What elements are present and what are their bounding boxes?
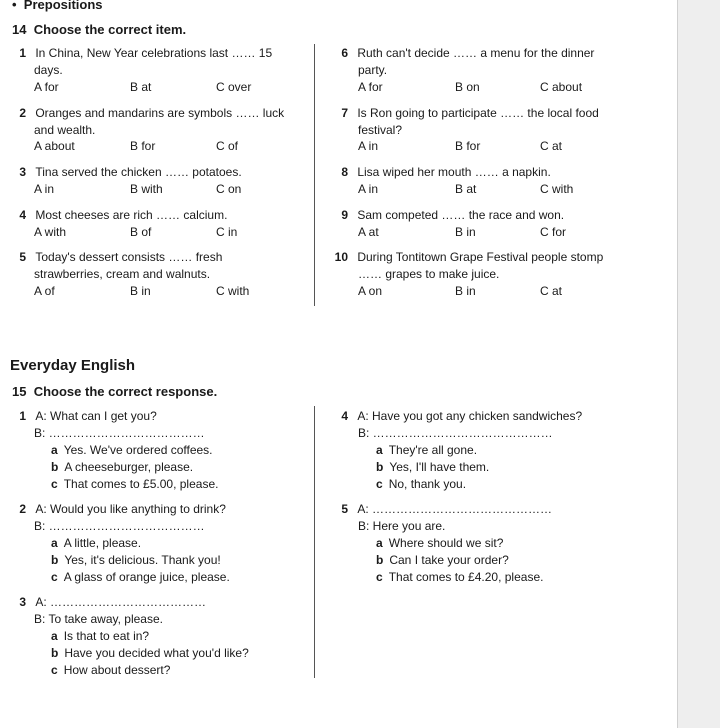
q9-option-b[interactable]: B in [455,225,476,239]
d1-option-b[interactable]: b A cheeseburger, please. [51,460,194,474]
q5-option-c[interactable]: C with [216,284,250,298]
question-3: 3 Tina served the chicken …… potatoes. [19,165,242,179]
column-divider [314,44,315,306]
q4-option-c[interactable]: C in [216,225,238,239]
question-6: 6 Ruth can't decide …… a menu for the dinner [341,46,595,60]
dialogue-3: 3 A: ………………………………… [19,595,207,609]
q6-option-a[interactable]: A for [358,80,383,94]
d4-option-a[interactable]: a They're all gone. [376,443,478,457]
question-4: 4 Most cheeses are rich …… calcium. [19,208,228,222]
dialogue-1-blank[interactable]: B: ………………………………… [34,426,205,440]
d2-option-b[interactable]: b Yes, it's delicious. Thank you! [51,553,221,567]
d3-option-b[interactable]: b Have you decided what you'd like? [51,646,249,660]
q7-option-b[interactable]: B for [455,139,481,153]
d3-option-c[interactable]: c How about dessert? [51,663,171,677]
question-5-cont: strawberries, cream and walnuts. [34,267,211,281]
q8-option-a[interactable]: A in [358,182,379,196]
q8-option-b[interactable]: B at [455,182,477,196]
d4-option-c[interactable]: c No, thank you. [376,477,467,491]
question-10: 10 During Tontitown Grape Festival people stomp [334,250,604,264]
d5-option-c[interactable]: c That comes to £4.20, please. [376,570,544,584]
q7-option-c[interactable]: C at [540,139,563,153]
bullet-icon: • [12,0,17,12]
q5-option-b[interactable]: B in [130,284,151,298]
q10-option-c[interactable]: C at [540,284,563,298]
column-divider-2 [314,406,315,678]
question-10-cont: …… grapes to make juice. [358,267,500,281]
d5-option-b[interactable]: b Can I take your order? [376,553,509,567]
q10-option-a[interactable]: A on [358,284,383,298]
section-title-everyday-english: Everyday English [10,357,136,374]
d4-option-b[interactable]: b Yes, I'll have them. [376,460,490,474]
q1-option-b[interactable]: B at [130,80,152,94]
dialogue-2: 2 A: Would you like anything to drink? [19,502,226,516]
q9-option-c[interactable]: C for [540,225,567,239]
d1-option-a[interactable]: a Yes. We've ordered coffees. [51,443,213,457]
dialogue-3-b: B: To take away, please. [34,612,163,626]
dialogue-4: 4 A: Have you got any chicken sandwiches? [341,409,583,423]
q2-option-b[interactable]: B for [130,139,156,153]
q1-option-a[interactable]: A for [34,80,59,94]
dialogue-1: 1 A: What can I get you? [19,409,157,423]
window-gutter [677,0,720,728]
question-9: 9 Sam competed …… the race and won. [341,208,565,222]
q5-option-a[interactable]: A of [34,284,55,298]
q8-option-c[interactable]: C with [540,182,574,196]
q2-option-a[interactable]: A about [34,139,75,153]
d1-option-c[interactable]: c That comes to £5.00, please. [51,477,219,491]
d3-option-a[interactable]: a Is that to eat in? [51,629,150,643]
q3-option-c[interactable]: C on [216,182,242,196]
question-5: 5 Today's dessert consists …… fresh [19,250,223,264]
q3-option-b[interactable]: B with [130,182,163,196]
question-1-cont: days. [34,63,63,77]
q3-option-a[interactable]: A in [34,182,55,196]
q4-option-a[interactable]: A with [34,225,67,239]
q6-option-c[interactable]: C about [540,80,583,94]
q1-option-c[interactable]: C over [216,80,252,94]
q6-option-b[interactable]: B on [455,80,480,94]
q7-option-a[interactable]: A in [358,139,379,153]
question-1: 1 In China, New Year celebrations last …… 15 [19,46,273,60]
q2-option-c[interactable]: C of [216,139,239,153]
question-2: 2 Oranges and mandarins are symbols …… luck [19,106,285,120]
question-7: 7 Is Ron going to participate …… the local food [341,106,599,120]
dialogue-5: 5 A: ……………………………………… [341,502,553,516]
dialogue-5-b: B: Here you are. [358,519,446,533]
q4-option-b[interactable]: B of [130,225,152,239]
question-2-cont: and wealth. [34,123,96,137]
d5-option-a[interactable]: a Where should we sit? [376,536,504,550]
section-header-prepositions: • Prepositions [12,0,103,12]
exercise-15-title: 15 Choose the correct response. [12,384,218,399]
dialogue-2-blank[interactable]: B: ………………………………… [34,519,205,533]
question-7-cont: festival? [358,123,403,137]
exercise-14-title: 14 Choose the correct item. [12,22,187,37]
question-8: 8 Lisa wiped her mouth …… a napkin. [341,165,551,179]
question-6-cont: party. [358,63,388,77]
d2-option-a[interactable]: a A little, please. [51,536,142,550]
d2-option-c[interactable]: c A glass of orange juice, please. [51,570,230,584]
q9-option-a[interactable]: A at [358,225,379,239]
q10-option-b[interactable]: B in [455,284,476,298]
dialogue-4-blank[interactable]: B: ……………………………………… [358,426,553,440]
